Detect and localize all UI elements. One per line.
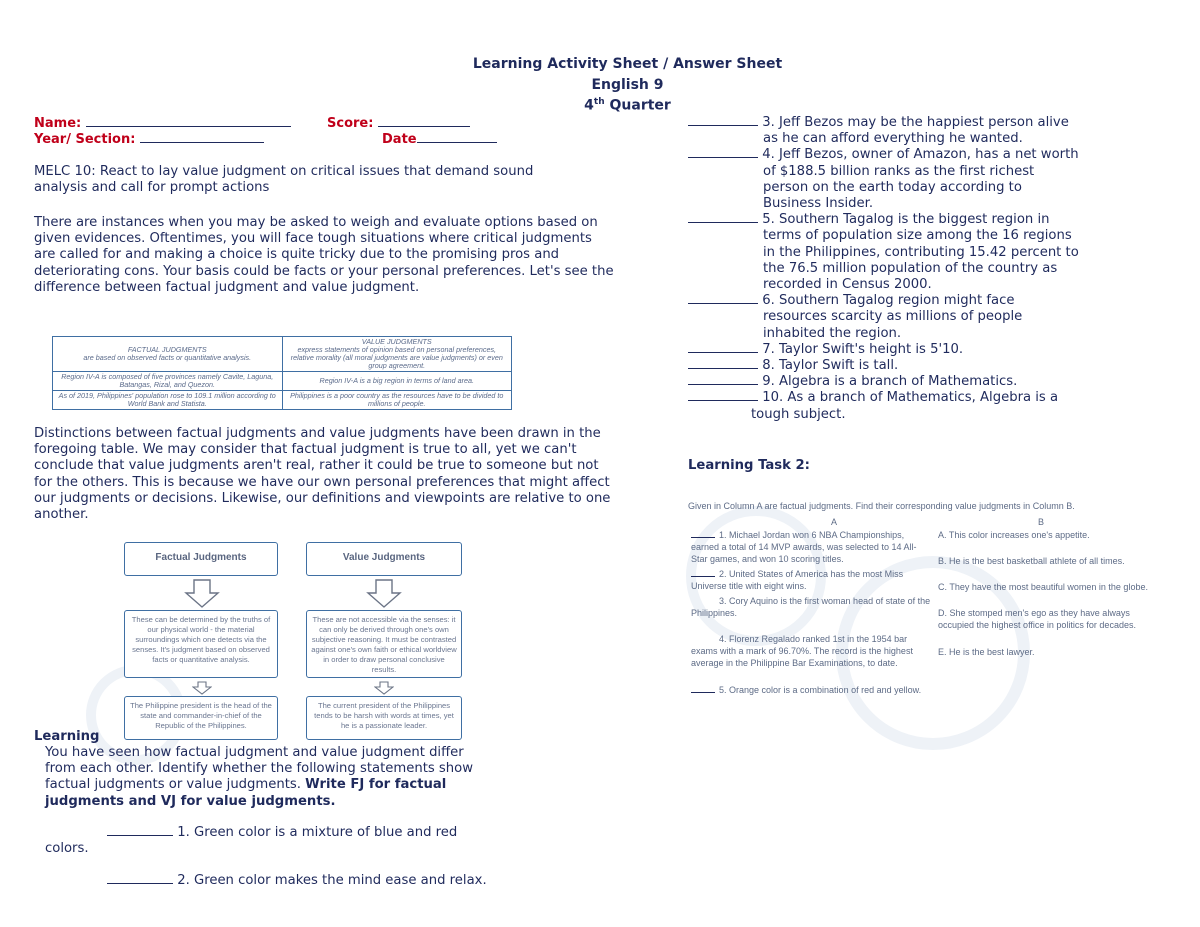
column-a-item: 1. Michael Jordan won 6 NBA Championships, earned a total of 14 MVP awards, was selected to 14 All-Star games, and won 10 scoring titles. xyxy=(691,530,917,564)
answer-blank[interactable] xyxy=(688,157,758,158)
task1-item: 5. Southern Tagalog is the biggest region in terms of population size among the 16 regions in the Philippines, contributing 15.42 percent to the 76.5 million population of the country as recorded in Census 2000. xyxy=(688,212,1079,293)
task1-item-1: 1. Green color is a mixture of blue and red colors. xyxy=(45,825,458,857)
factual-description-box: These can be determined by the truths of our physical world - the material surroundings which one detects via the senses. It's judgment based on observed facts or quantitative analysis. xyxy=(124,610,278,678)
value-example-box: The current president of the Philippines tends to be harsh with words at times, yet he is a passionate leader. xyxy=(306,696,462,740)
value-description-box: These are not accessible via the senses: it can only be derived through one's own subjective reasoning. It must be contrasted against one's own faith or ethical worldview in order to draw personal conclusive results. xyxy=(306,610,462,678)
down-arrow-icon xyxy=(374,681,394,695)
score-field[interactable]: Score: xyxy=(327,116,470,131)
sheet-quarter: 4th Quarter xyxy=(584,97,671,114)
judgment-flow-diagram xyxy=(96,530,476,745)
sheet-title: Learning Activity Sheet / Answer Sheet xyxy=(472,56,783,72)
answer-blank[interactable] xyxy=(688,222,758,223)
factual-example-box: The Philippine president is the head of the state and commander-in-chief of the Republic of the Philippines. xyxy=(124,696,278,740)
factual-value-table xyxy=(52,336,512,410)
table-cell-value-header: VALUE JUDGMENTS express statements of opinion based on personal preferences, relative morality (all moral judgments are value judgments) or even group agreement. xyxy=(282,337,512,372)
distinctions-paragraph: Distinctions between factual judgments and value judgments have been drawn in the foregoing table. We may consider that factual judgment is true to all, yet we can't conclude that value judgments aren't real, rather it could be true to someone but not for the others. This is because we have our own personal preferences that might affect our judgments or decisions. Likewise, our definitions and viewpoints are relative to one another. xyxy=(34,426,611,523)
task2-instruction: Given in Column A are factual judgments. Find their corresponding value judgments in Column B. xyxy=(688,501,1075,511)
answer-blank[interactable] xyxy=(691,692,715,693)
answer-blank[interactable] xyxy=(688,400,758,401)
column-a-item: 5. Orange color is a combination of red and yellow. xyxy=(691,684,931,696)
column-b-item: B. He is the best basketball athlete of all times. xyxy=(938,556,1125,566)
task2-matching-table xyxy=(686,496,1156,706)
year-section-field[interactable]: Year/ Section: xyxy=(34,132,264,147)
column-b-item: D. She stomped men's ego as they have always occupied the highest office in politics for decades. xyxy=(938,608,1136,630)
table-cell: Region IV-A is a big region in terms of land area. xyxy=(282,372,512,391)
task1-item: 8. Taylor Swift is tall. xyxy=(688,358,1079,374)
task1-item: 4. Jeff Bezos, owner of Amazon, has a net worth of $188.5 billion ranks as the first richest person on the earth today according to Business Insider. xyxy=(688,147,1079,212)
answer-blank[interactable] xyxy=(688,303,758,304)
table-cell: Region IV-A is composed of five provinces namely Cavite, Laguna, Batangas, Rizal, and Quezon. xyxy=(53,372,283,391)
name-field[interactable]: Name: xyxy=(34,116,291,131)
task1-item: 6. Southern Tagalog region might face resources scarcity as millions of people inhabited the region. xyxy=(688,293,1079,342)
answer-blank[interactable] xyxy=(691,537,715,538)
task1-item-2: 2. Green color makes the mind ease and relax. xyxy=(45,873,505,889)
task1-item: 10. As a branch of Mathematics, Algebra is a tough subject. xyxy=(688,390,1079,422)
intro-paragraph: There are instances when you may be asked to weigh and evaluate options based on given evidences. Oftentimes, you will face tough situations where critical judgments are called for and making a choice is quite tricky due to the promising pros and deteriorating cons. Your basis could be facts or your personal preferences. Let's see the difference between factual judgment and value judgment. xyxy=(34,215,614,295)
learning-task-1-heading: Learning xyxy=(34,729,100,744)
down-arrow-icon xyxy=(192,681,212,695)
task1-items-right xyxy=(688,115,1079,423)
column-a-item: 4. Florenz Regalado ranked 1st in the 1954 bar exams with a mark of 96.70%. The record is the highest average in the Philippine Bar Examinations, to date. xyxy=(691,634,913,668)
table-cell: Philippines is a poor country as the resources have to be divided to millions of people. xyxy=(282,391,512,410)
column-a-item: 3. Cory Aquino is the first woman head of state of the Philippines. xyxy=(691,596,931,618)
column-a-item: 2. United States of America has the most Miss Universe title with eight wins. xyxy=(691,569,904,591)
date-field[interactable]: Date xyxy=(382,132,497,147)
melc-statement: MELC 10: React to lay value judgment on critical issues that demand sound analysis and call for prompt actions xyxy=(34,164,534,196)
table-cell: As of 2019, Philippines' population rose to 109.1 million according to World Bank and Statista. xyxy=(53,391,283,410)
column-b-item: A. This color increases one's appetite. xyxy=(938,530,1090,540)
answer-blank[interactable] xyxy=(691,576,715,577)
task1-item: 3. Jeff Bezos may be the happiest person alive as he can afford everything he wanted. xyxy=(688,115,1079,147)
answer-blank[interactable] xyxy=(688,384,758,385)
answer-blank[interactable] xyxy=(688,352,758,353)
factual-judgments-title: Factual Judgments xyxy=(124,542,278,576)
task1-instructions: You have seen how factual judgment and value judgment differ from each other. Identify whether the following statements show factual judgments or value judgments. Write FJ for factual judgments and VJ for value judgments. xyxy=(45,745,474,809)
answer-blank[interactable] xyxy=(107,835,173,836)
value-judgments-title: Value Judgments xyxy=(306,542,462,576)
task1-item: 9. Algebra is a branch of Mathematics. xyxy=(688,374,1079,390)
answer-blank[interactable] xyxy=(107,883,173,884)
learning-task-2-heading: Learning Task 2: xyxy=(688,458,810,473)
task1-item: 7. Taylor Swift's height is 5'10. xyxy=(688,342,1079,358)
sheet-subject: English 9 xyxy=(591,77,664,93)
answer-blank[interactable] xyxy=(688,125,758,126)
down-arrow-icon xyxy=(184,579,220,609)
column-b-item: C. They have the most beautiful women in the globe. xyxy=(938,582,1148,592)
table-cell-factual-header: FACTUAL JUDGMENTS are based on observed facts or quantitative analysis. xyxy=(53,337,283,372)
column-b-header: B xyxy=(1038,517,1045,527)
answer-blank[interactable] xyxy=(688,368,758,369)
down-arrow-icon xyxy=(366,579,402,609)
column-a-header: A xyxy=(831,517,838,527)
column-b-item: E. He is the best lawyer. xyxy=(938,647,1035,657)
